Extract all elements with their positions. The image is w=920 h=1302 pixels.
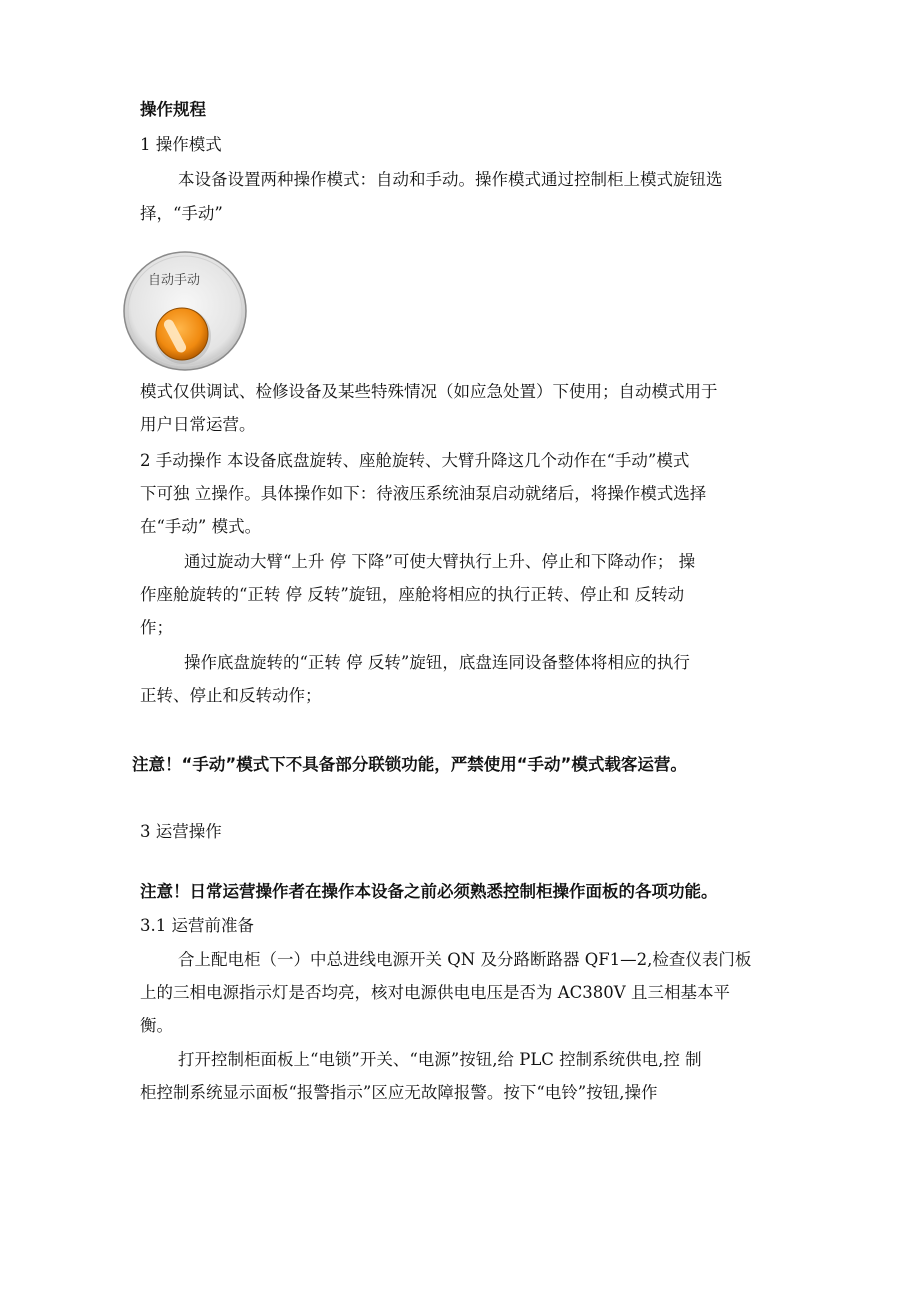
mode-selector-knob-image [122,250,248,372]
knob-label: 自动手动 [147,273,201,288]
